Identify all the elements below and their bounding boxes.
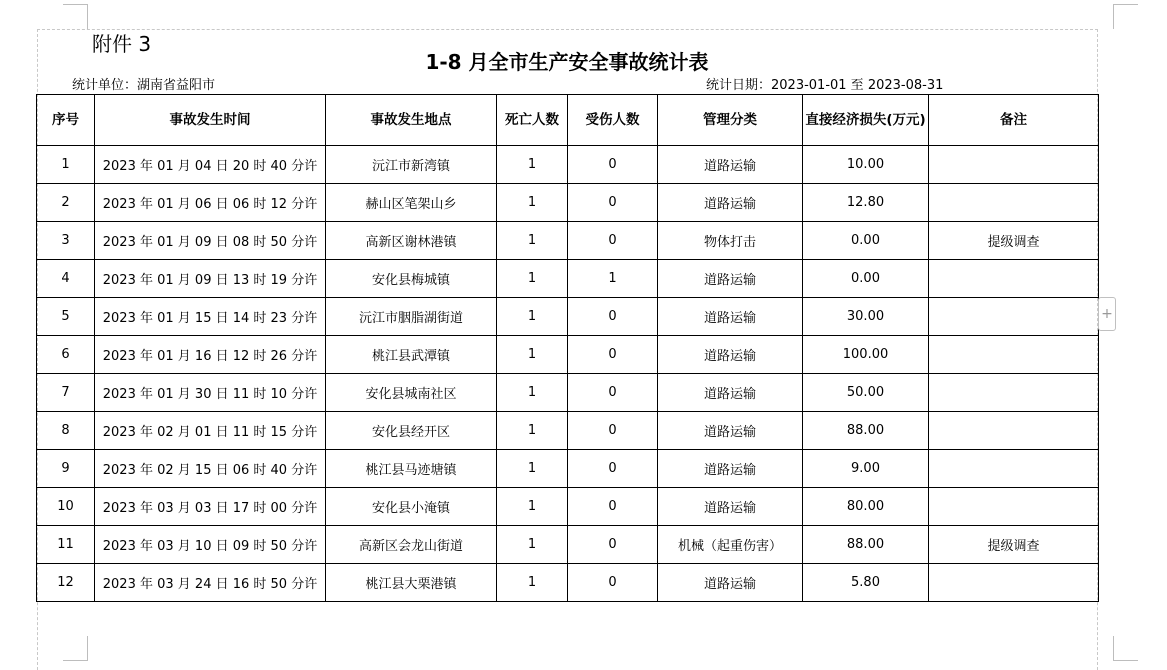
table-cell: 5.80 [803, 564, 929, 602]
table-cell: 桃江县武潭镇 [326, 336, 497, 374]
table-cell: 2023 年 01 月 06 日 06 时 12 分许 [95, 184, 326, 222]
table-cell: 2023 年 01 月 09 日 08 时 50 分许 [95, 222, 326, 260]
table-cell: 0 [568, 146, 658, 184]
table-cell: 11 [37, 526, 95, 564]
table-cell: 0 [568, 184, 658, 222]
table-cell: 1 [497, 222, 568, 260]
margin-corner-mark [1113, 4, 1138, 29]
table-cell: 9 [37, 450, 95, 488]
table-cell: 100.00 [803, 336, 929, 374]
table-cell: 0 [568, 298, 658, 336]
table-header-row [37, 95, 1099, 146]
header-cell: 备注 [929, 95, 1099, 146]
table-cell [929, 336, 1099, 374]
table-cell: 物体打击 [658, 222, 803, 260]
table-cell: 2023 年 01 月 30 日 11 时 10 分许 [95, 374, 326, 412]
table-cell: 50.00 [803, 374, 929, 412]
table-cell: 0 [568, 450, 658, 488]
table-cell: 1 [497, 260, 568, 298]
table-cell: 80.00 [803, 488, 929, 526]
table-cell: 2023 年 01 月 16 日 12 时 26 分许 [95, 336, 326, 374]
table-cell: 2 [37, 184, 95, 222]
table-cell: 0 [568, 336, 658, 374]
table-cell: 7 [37, 374, 95, 412]
stat-date: 统计日期：2023-01-01 至 2023-08-31 [706, 78, 944, 93]
table-cell: 安化县经开区 [326, 412, 497, 450]
table-cell: 道路运输 [658, 412, 803, 450]
table-cell: 1 [497, 526, 568, 564]
table-cell: 1 [497, 298, 568, 336]
table-row [37, 260, 1099, 298]
table-cell: 0 [568, 564, 658, 602]
accident-table [36, 94, 1099, 602]
table-cell: 赫山区笔架山乡 [326, 184, 497, 222]
table-cell: 2023 年 01 月 04 日 20 时 40 分许 [95, 146, 326, 184]
table-cell: 机械（起重伤害） [658, 526, 803, 564]
table-row [37, 222, 1099, 260]
table-cell: 高新区会龙山街道 [326, 526, 497, 564]
table-cell: 道路运输 [658, 374, 803, 412]
table-cell [929, 298, 1099, 336]
table-row [37, 564, 1099, 602]
table-row [37, 488, 1099, 526]
table-cell: 9.00 [803, 450, 929, 488]
header-cell: 管理分类 [658, 95, 803, 146]
table-cell: 1 [497, 336, 568, 374]
table-cell: 0 [568, 222, 658, 260]
table-row [37, 184, 1099, 222]
table-cell: 88.00 [803, 412, 929, 450]
table-cell: 安化县城南社区 [326, 374, 497, 412]
table-cell: 安化县梅城镇 [326, 260, 497, 298]
table-cell: 1 [497, 488, 568, 526]
table-cell: 1 [37, 146, 95, 184]
document-title: 1-8 月全市生产安全事故统计表 [425, 50, 709, 74]
table-cell [929, 260, 1099, 298]
header-cell: 序号 [37, 95, 95, 146]
table-cell: 12 [37, 564, 95, 602]
table-cell: 0 [568, 412, 658, 450]
table-cell: 1 [497, 412, 568, 450]
table-cell: 4 [37, 260, 95, 298]
table-cell: 2023 年 03 月 10 日 09 时 50 分许 [95, 526, 326, 564]
header-cell: 事故发生时间 [95, 95, 326, 146]
header-cell: 直接经济损失(万元) [803, 95, 929, 146]
table-cell: 8 [37, 412, 95, 450]
table-cell: 0.00 [803, 260, 929, 298]
table-cell: 1 [568, 260, 658, 298]
margin-corner-mark [1113, 636, 1138, 661]
table-cell [929, 488, 1099, 526]
table-row [37, 450, 1099, 488]
table-cell: 2023 年 02 月 15 日 06 时 40 分许 [95, 450, 326, 488]
table-cell: 道路运输 [658, 564, 803, 602]
table-cell: 1 [497, 450, 568, 488]
table-row [37, 298, 1099, 336]
table-cell [929, 146, 1099, 184]
table-cell: 道路运输 [658, 488, 803, 526]
table-cell [929, 374, 1099, 412]
table-cell: 1 [497, 374, 568, 412]
table-cell: 1 [497, 146, 568, 184]
table-cell [929, 412, 1099, 450]
table-cell: 2023 年 03 月 24 日 16 时 50 分许 [95, 564, 326, 602]
table-cell: 1 [497, 184, 568, 222]
table-cell [929, 450, 1099, 488]
table-cell: 提级调查 [929, 222, 1099, 260]
table-cell: 2023 年 01 月 09 日 13 时 19 分许 [95, 260, 326, 298]
table-cell: 道路运输 [658, 146, 803, 184]
attachment-label: 附件 3 [92, 32, 152, 56]
table-row [37, 374, 1099, 412]
table-cell: 3 [37, 222, 95, 260]
table-cell: 12.80 [803, 184, 929, 222]
table-cell: 道路运输 [658, 260, 803, 298]
table-cell: 0 [568, 374, 658, 412]
header-cell: 死亡人数 [497, 95, 568, 146]
table-cell: 高新区谢林港镇 [326, 222, 497, 260]
table-cell [929, 564, 1099, 602]
table-row [37, 336, 1099, 374]
table-cell: 道路运输 [658, 184, 803, 222]
table-cell: 88.00 [803, 526, 929, 564]
table-cell: 提级调查 [929, 526, 1099, 564]
header-cell: 事故发生地点 [326, 95, 497, 146]
table-cell: 道路运输 [658, 336, 803, 374]
margin-corner-mark [63, 636, 88, 661]
table-cell: 安化县小淹镇 [326, 488, 497, 526]
table-cell: 5 [37, 298, 95, 336]
table-cell: 10.00 [803, 146, 929, 184]
header-cell: 受伤人数 [568, 95, 658, 146]
table-cell: 30.00 [803, 298, 929, 336]
table-cell: 沅江市新湾镇 [326, 146, 497, 184]
table-row [37, 146, 1099, 184]
table-cell: 0 [568, 526, 658, 564]
table-cell: 6 [37, 336, 95, 374]
table-cell [929, 184, 1099, 222]
table-cell: 桃江县马迹塘镇 [326, 450, 497, 488]
table-cell: 0.00 [803, 222, 929, 260]
add-row-button[interactable]: + [1098, 297, 1116, 331]
table-cell: 道路运输 [658, 298, 803, 336]
table-cell: 2023 年 03 月 03 日 17 时 00 分许 [95, 488, 326, 526]
table-cell: 0 [568, 488, 658, 526]
table-cell: 2023 年 01 月 15 日 14 时 23 分许 [95, 298, 326, 336]
table-row [37, 526, 1099, 564]
table-cell: 2023 年 02 月 01 日 11 时 15 分许 [95, 412, 326, 450]
table-row [37, 412, 1099, 450]
table-cell: 桃江县大栗港镇 [326, 564, 497, 602]
table-cell: 沅江市胭脂湖街道 [326, 298, 497, 336]
table-cell: 道路运输 [658, 450, 803, 488]
table-cell: 10 [37, 488, 95, 526]
stat-unit: 统计单位：湖南省益阳市 [72, 78, 216, 93]
table-cell: 1 [497, 564, 568, 602]
margin-corner-mark [63, 4, 88, 29]
